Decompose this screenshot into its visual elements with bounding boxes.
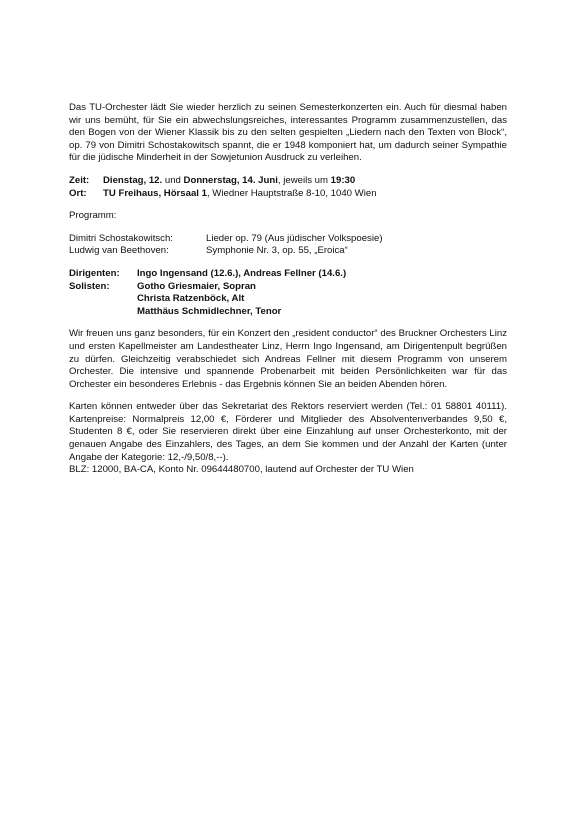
spacer [69,223,507,233]
solist-name: Gotho Griesmaier, Sopran [137,280,256,292]
ort-label: Ort: [69,187,87,199]
zeit-und: und [162,174,184,186]
programm-item [69,245,507,258]
zeit-day1: Dienstag, 12. [103,174,163,186]
bank-details: BLZ: 12000, BA-CA, Konto Nr. 09644480700, lautend auf Orchester der TU Wien [69,464,414,476]
solisten-line [69,281,507,294]
programm-work: Lieder op. 79 (Aus jüdischer Volkspoesie) [206,232,383,244]
solist-name: Christa Ratzenböck, Alt [137,293,245,305]
spacer [69,165,507,175]
solist-name: Matthäus Schmidlechner, Tenor [137,305,282,317]
programm-work: Symphonie Nr. 3, op. 55, „Eroica“ [206,245,348,257]
freude-paragraph: Wir freuen uns ganz besonders, für ein Konzert den „resident conductor“ des Bruckner Orchesters Linz und ersten Kapellmeister am Landestheater Linz, Herrn Ingo Ingensand, am Dirigentenpult begrüßen zu dürfen. Gleichzeitig verabschiedet sich Andreas Fellner mit diesem Programm von unserem Orchester. Die intensive und spannende Probenarbeit mit beiden Persönlichkeiten war für das Orchester ein besonderes Erlebnis - das Ergebnis können Sie an beiden Abenden hören. [69,328,507,390]
ort-place: TU Freihaus, Hörsaal 1 [103,187,207,199]
zeit-time: 19:30 [330,174,356,186]
solisten-line [69,306,507,319]
spacer [69,391,507,401]
document-page [69,102,507,477]
ort-address: , Wiedner Hauptstraße 8-10, 1040 Wien [206,187,377,199]
programm-item [69,233,507,246]
spacer [69,258,507,268]
ort-line [69,188,507,201]
dirigenten-value: Ingo Ingensand (12.6.), Andreas Fellner (14.6.) [137,267,347,279]
solisten-line [69,293,507,306]
dirigenten-label: Dirigenten: [69,267,120,279]
spacer [69,318,507,328]
spacer [69,200,507,210]
programm-composer: Dimitri Schostakowitsch: [69,232,173,244]
programm-composer: Ludwig van Beethoven: [69,245,169,257]
zeit-mid: , jeweils um [277,174,331,186]
zeit-day2: Donnerstag, 14. Juni [183,174,278,186]
intro-paragraph: Das TU-Orchester lädt Sie wieder herzlich zu seinen Semesterkonzerten ein. Auch für diesmal haben wir uns bemüht, für Sie ein abwechslungsreiches, interessantes Programm zusammenzustellen, das den Bogen von der Wiener Klassik bis zu den selten gespielten „Liedern nach den Texten von Block“, op. 79 von Dimitri Schostakowitsch spannt, die er 1948 komponiert hat, um dadurch seiner Sympathie für die jüdische Minderheit in der Sowjetunion Ausdruck zu verleihen. [69,102,507,164]
karten-paragraph: Karten können entweder über das Sekretariat des Rektors reserviert werden (Tel.: 01 58801 40111). Kartenpreise: Normalpreis 12,00 €, Förderer und Mitglieder des Absolventenverbandes 9,50 €, Studenten 8 €, oder Sie reservieren direkt über eine Einzahlung auf unser Orchesterkonto, mit der genauen Angabe des Einzahlers, des Tages, an dem Sie kommen und der Anzahl der Karten (unter Angabe der Kategorie: 12,-/9,50/8,--). [69,401,507,463]
zeit-label: Zeit: [69,174,90,186]
solisten-label: Solisten: [69,280,110,292]
zeit-line [69,175,507,188]
dirigenten-line [69,268,507,281]
programm-heading: Programm: [69,210,117,222]
